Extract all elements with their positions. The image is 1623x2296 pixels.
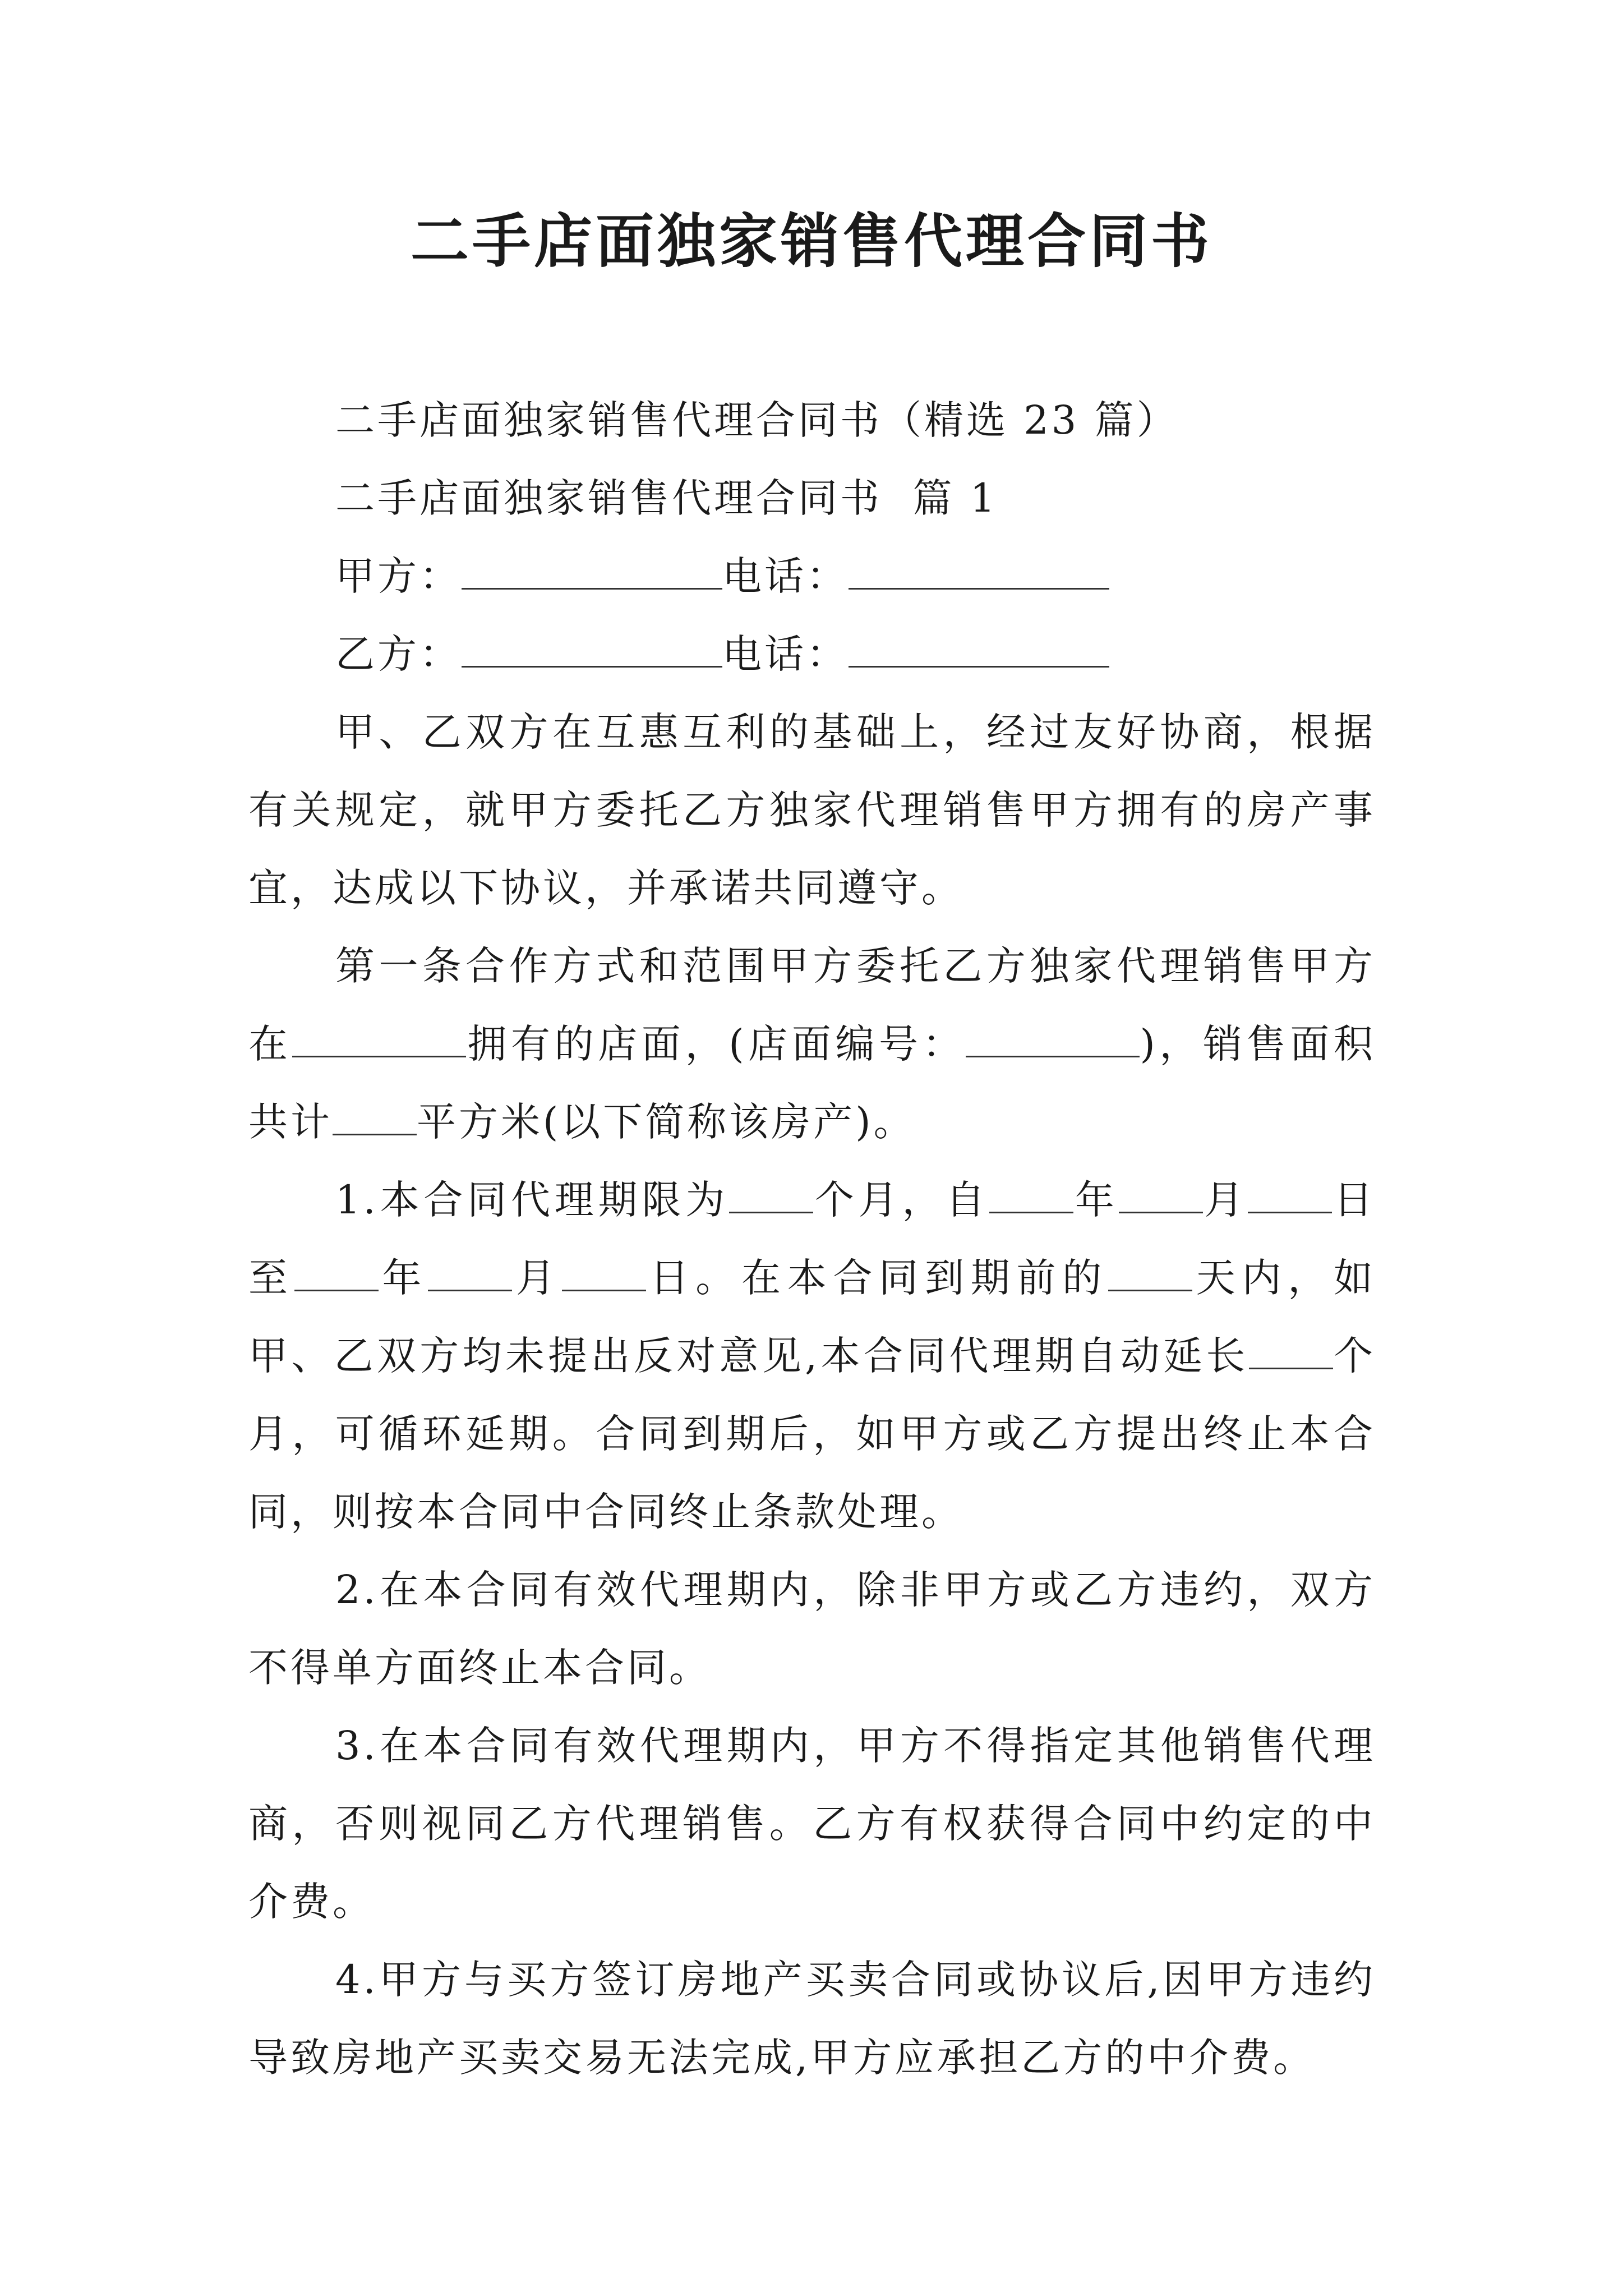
party-b-phone-label: 电话： bbox=[722, 631, 849, 677]
clause-3-paragraph: 3.在本合同有效代理期内，甲方不得指定其他销售代理商，否则视同乙方代理销售。乙方有权获得合同中约定的中介费。 bbox=[248, 1723, 1376, 1925]
article-1-paragraph bbox=[248, 927, 1376, 1161]
party-b-phone-blank bbox=[849, 633, 1109, 668]
clause-1-text-7: 月 bbox=[512, 1255, 562, 1301]
end-year-blank bbox=[294, 1257, 379, 1291]
shop-number-blank bbox=[966, 1023, 1140, 1057]
party-b-line bbox=[248, 615, 1376, 693]
clause-1-text-1: 1.本合同代理期限为 bbox=[335, 1177, 729, 1223]
clause-1-text-6: 年 bbox=[378, 1255, 428, 1301]
party-a-phone-label: 电话： bbox=[722, 553, 849, 599]
clause-1-text-2: 个月，自 bbox=[813, 1177, 990, 1223]
clause-1-text-5: 日至 bbox=[248, 1177, 1376, 1301]
area-blank bbox=[333, 1101, 417, 1135]
clause-1-text-10: 个月，可循环延期。合同到期后，如甲方或乙方提出终止本合同，则按本合同中合同终止条款处理。 bbox=[248, 1333, 1376, 1535]
end-day-blank bbox=[562, 1257, 646, 1291]
party-a-phone-blank bbox=[849, 555, 1109, 590]
clause-1-text-4: 月 bbox=[1202, 1177, 1248, 1223]
party-b-label: 乙方： bbox=[335, 631, 462, 677]
article-1-text-1: 第一条合作方式和范围甲方委托乙方独家代理销售甲方在 bbox=[248, 943, 1376, 1067]
start-year-blank bbox=[989, 1179, 1073, 1213]
location-blank bbox=[292, 1023, 466, 1057]
clause-1-text-8: 日。在本合同到期前的 bbox=[645, 1255, 1108, 1301]
term-months-blank bbox=[729, 1179, 813, 1213]
article-1-text-4: 平方米(以下简称该房产)。 bbox=[417, 1099, 916, 1145]
end-month-blank bbox=[428, 1257, 512, 1291]
document-title: 二手店面独家销售代理合同书 bbox=[410, 206, 1212, 275]
start-day-blank bbox=[1248, 1179, 1332, 1213]
article-1-text-3: )，销售面积共计 bbox=[248, 1021, 1376, 1145]
notice-days-blank bbox=[1108, 1257, 1192, 1291]
clause-2-paragraph: 2.在本合同有效代理期内，除非甲方或乙方违约，双方不得单方面终止本合同。 bbox=[248, 1567, 1376, 1691]
party-b-name-blank bbox=[462, 633, 722, 668]
party-a-name-blank bbox=[462, 555, 722, 590]
intro-paragraph: 甲、乙双方在互惠互利的基础上，经过友好协商，根据有关规定，就甲方委托乙方独家代理销售甲方拥有的房产事宜，达成以下协议，并承诺共同遵守。 bbox=[248, 709, 1376, 911]
section-heading: 二手店面独家销售代理合同书 篇 1 bbox=[335, 475, 998, 521]
clause-4-paragraph: 4.甲方与买方签订房地产买卖合同或协议后,因甲方违约导致房地产买卖交易无法完成,甲方应承担乙方的中介费。 bbox=[248, 1957, 1376, 2081]
article-1-text-2: 拥有的店面，(店面编号： bbox=[465, 1021, 966, 1067]
clause-1-text-3: 年 bbox=[1073, 1177, 1119, 1223]
clause-1-paragraph bbox=[248, 1161, 1376, 1551]
document-body bbox=[248, 381, 1376, 2097]
start-month-blank bbox=[1119, 1179, 1203, 1213]
clause-1-text-9: 天内，如甲、乙双方均未提出反对意见,本合同代理期自动延长 bbox=[248, 1255, 1376, 1379]
extension-months-blank bbox=[1249, 1335, 1333, 1369]
party-a-line bbox=[248, 537, 1376, 615]
party-a-label: 甲方： bbox=[335, 553, 462, 599]
subtitle: 二手店面独家销售代理合同书（精选 23 篇） bbox=[335, 397, 1179, 443]
